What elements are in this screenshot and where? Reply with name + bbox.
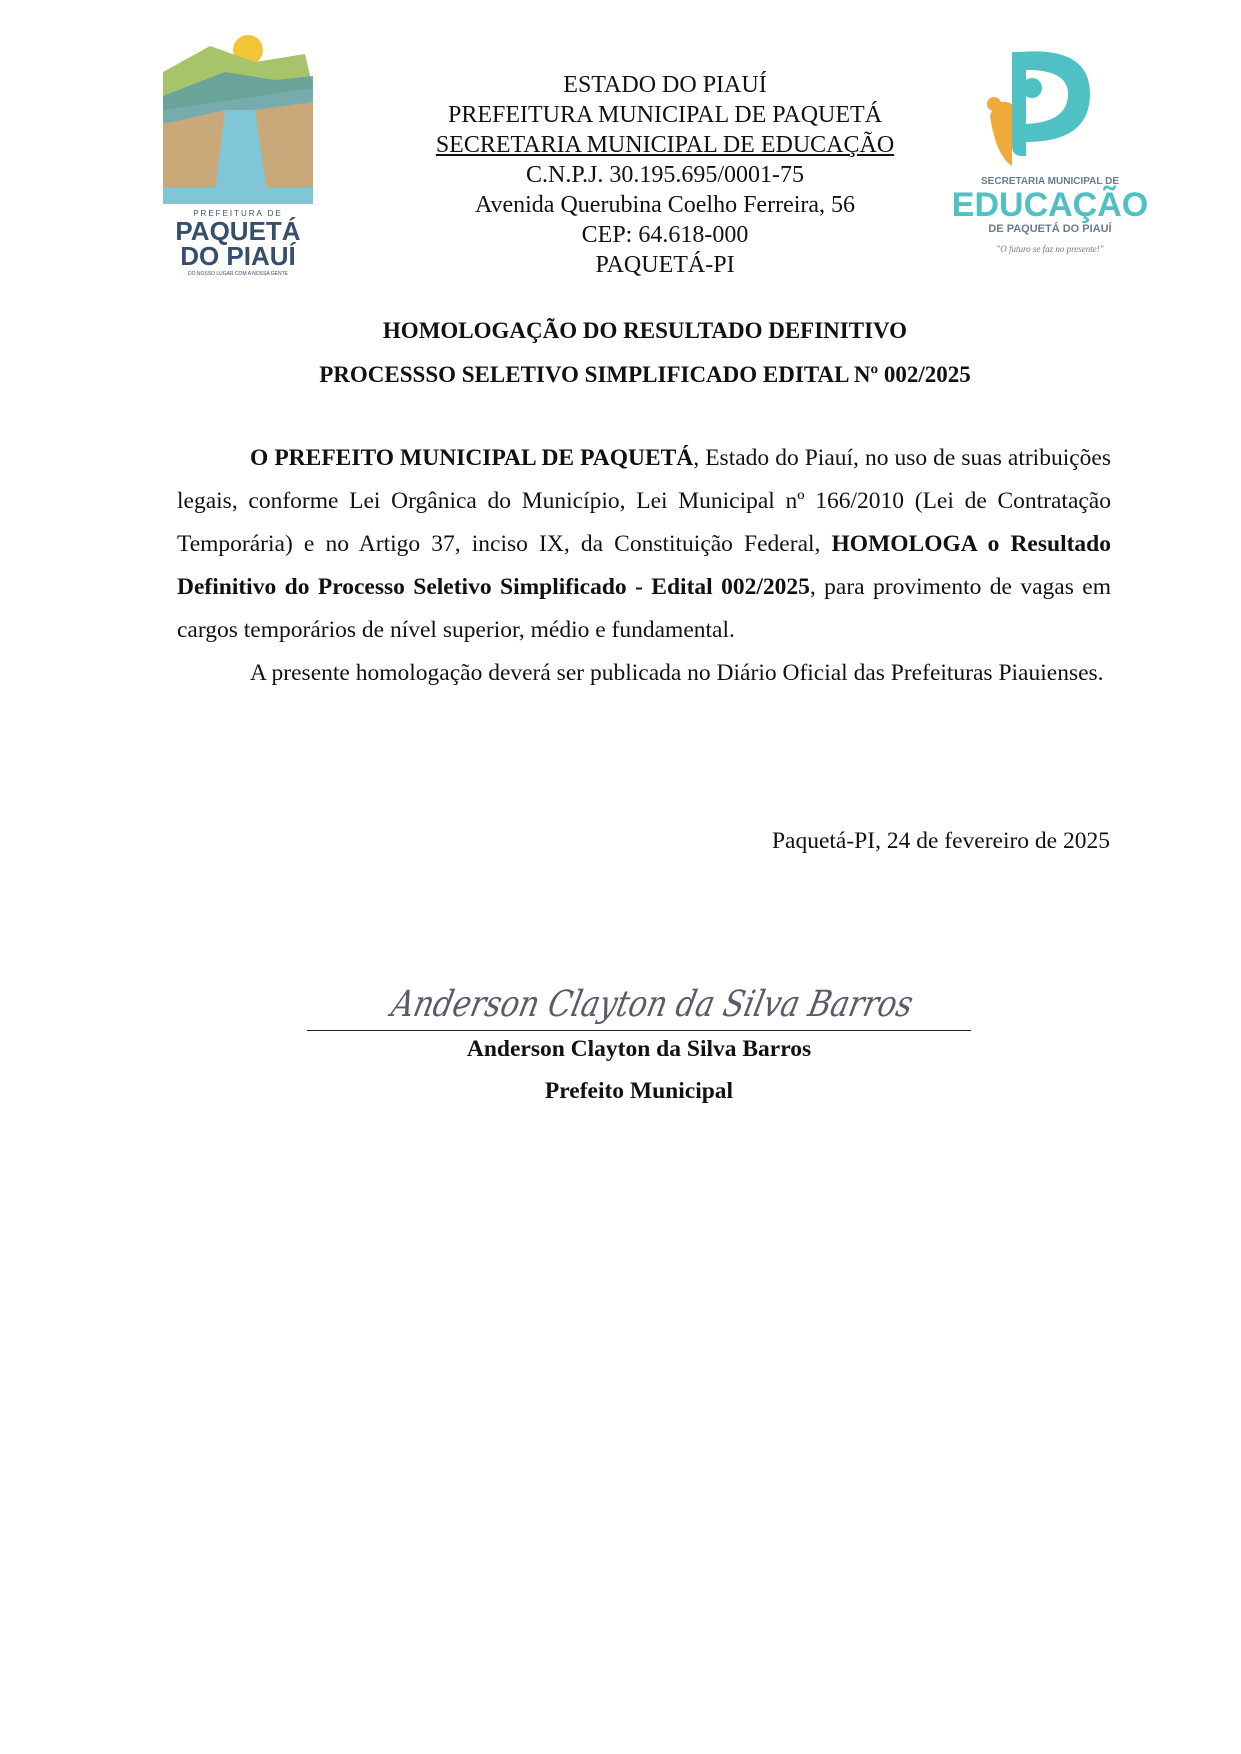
figure-orange-head-shape <box>987 97 1001 111</box>
paragraph-homologation <box>177 437 1111 652</box>
place-date: Paquetá-PI, 24 de fevereiro de 2025 <box>771 828 1110 854</box>
logo-tagline: DO NOSSO LUGAR COM A NOSSA GENTE <box>187 271 289 277</box>
signer-block <box>307 1034 971 1106</box>
signer-role: Prefeito Municipal <box>544 1078 734 1104</box>
title-line-2: PROCESSSO SELETIVO SIMPLIFICADO EDITAL Nº 002/2025 <box>319 362 971 387</box>
letterhead-city: PAQUETÁ-PI <box>595 252 735 278</box>
logo-title-line1: PAQUETÁ <box>175 216 301 246</box>
paragraph-publication: A presente homologação deverá ser publicada no Diário Oficial das Prefeituras Piauienses. <box>250 660 1104 686</box>
paragraph-text-a: , Estado do Piauí, no uso de suas atribuições legais, conforme Lei Orgânica do Município, Lei Municipal nº 166/2010 (Lei de Contratação Temporária) e no Artigo 37, inciso IX, da Constituição Federal, <box>177 445 1111 557</box>
signature-scribble: Anderson Clayton da Silva Barros <box>387 982 1014 1025</box>
paragraph-text-b: , para provimento de vagas em cargos temporários de nível superior, médio e fundamental. <box>177 574 1111 643</box>
letterhead <box>380 70 950 280</box>
canyon-left-shape <box>163 110 225 192</box>
letterhead-prefecture: PREFEITURA MUNICIPAL DE PAQUETÁ <box>447 102 883 128</box>
letterhead-address: Avenida Querubina Coelho Ferreira, 56 <box>474 192 856 218</box>
figure-orange-shape <box>990 102 1012 166</box>
logo-right-slogan: "O futuro se faz no presente!" <box>996 244 1104 254</box>
title-line-1: HOMOLOGAÇÃO DO RESULTADO DEFINITIVO <box>382 318 908 343</box>
signer-name: Anderson Clayton da Silva Barros <box>466 1036 812 1062</box>
paragraph-action: HOMOLOGA o Resultado Definitivo do Processo Seletivo Simplificado - Edital 002/2025 <box>177 531 1111 600</box>
document-title <box>180 316 1110 390</box>
paragraph-subject: O PREFEITO MUNICIPAL DE PAQUETÁ <box>250 445 694 471</box>
document-body <box>177 437 1111 695</box>
handwritten-signature <box>380 968 1014 1030</box>
logo-right-line2: EDUCAÇÃO <box>951 186 1149 224</box>
logo-kicker: PREFEITURA DE <box>193 209 283 218</box>
letterhead-state: ESTADO DO PIAUÍ <box>563 72 767 98</box>
letterhead-secretariat: SECRETARIA MUNICIPAL DE EDUCAÇÃO <box>435 132 895 158</box>
figure-head-shape <box>1022 78 1042 98</box>
logo-right-line3: DE PAQUETÁ DO PIAUÍ <box>988 223 1112 235</box>
water-shape <box>163 188 313 204</box>
letterhead-cnpj: C.N.P.J. 30.195.695/0001-75 <box>525 162 805 188</box>
signature-line <box>307 1030 971 1031</box>
logo-right-line1: SECRETARIA MUNICIPAL DE <box>981 176 1119 187</box>
logo-title-line2: DO PIAUÍ <box>180 241 296 271</box>
letterhead-cep: CEP: 64.618-000 <box>581 222 749 248</box>
prefeitura-logo <box>155 32 320 277</box>
education-secretariat-logo <box>951 46 1149 271</box>
